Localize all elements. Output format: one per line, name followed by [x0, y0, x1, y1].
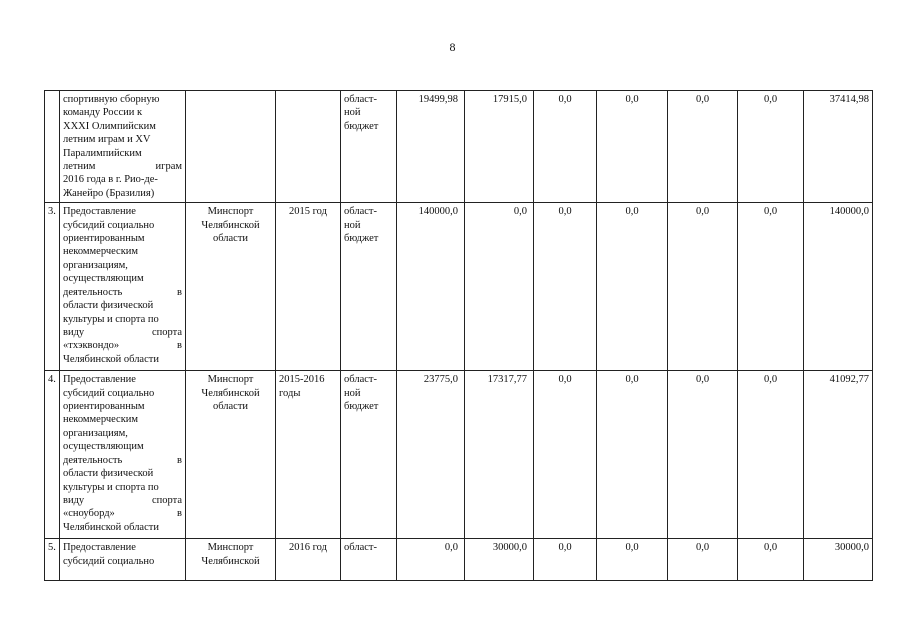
word: виду [63, 326, 85, 338]
activity-name-line: осуществляющим [63, 441, 144, 453]
row-number [45, 91, 60, 203]
row-number: 4. [45, 371, 60, 539]
period [276, 91, 341, 203]
executor [186, 371, 276, 539]
name-line [63, 507, 182, 520]
year-value: 0,0 [738, 371, 804, 539]
funding-source-line: област- [344, 206, 377, 218]
activity-name-line: организациям, [63, 259, 128, 271]
funding-source [341, 539, 397, 581]
activity-name-line: 2016 года в г. Рио-де- [63, 174, 158, 186]
table-row [45, 371, 873, 539]
row-number: 5. [45, 539, 60, 581]
year-value: 0,0 [597, 371, 668, 539]
year-value: 19499,98 [397, 91, 465, 203]
total-value: 30000,0 [804, 539, 873, 581]
year-value: 0,0 [668, 539, 738, 581]
year-value: 0,0 [534, 91, 597, 203]
period [276, 371, 341, 539]
word: летним [63, 161, 96, 173]
total-value: 140000,0 [804, 203, 873, 371]
executor [186, 91, 276, 203]
funding-source-line: област- [344, 94, 377, 105]
funding-source [341, 91, 397, 203]
funding-source-line: ной [344, 219, 361, 231]
activity-name-line: ориентированным [63, 401, 145, 413]
executor-line: Челябинской [201, 555, 260, 567]
activity-name [60, 539, 186, 581]
name-line [63, 339, 182, 352]
word: «тхэквондо» [63, 340, 120, 352]
year-value: 17915,0 [465, 91, 534, 203]
activity-name-line: Челябинской области [63, 521, 159, 533]
period-line: 2015-2016 [279, 374, 325, 386]
name-line [63, 160, 182, 173]
activity-name-line: ориентированным [63, 233, 145, 245]
year-value: 0,0 [738, 91, 804, 203]
activity-name-line: некоммерческим [63, 414, 139, 426]
period [276, 203, 341, 371]
word: играм [155, 161, 182, 173]
table-row [45, 203, 873, 371]
year-value: 0,0 [534, 203, 597, 371]
executor-line: Челябинской [201, 219, 260, 231]
year-value: 0,0 [397, 539, 465, 581]
funding-source [341, 371, 397, 539]
activity-name-line: Предоставление [63, 374, 136, 386]
funding-source [341, 203, 397, 371]
word: в [177, 454, 182, 466]
word: в [177, 340, 182, 352]
name-line [63, 454, 182, 467]
activity-name [60, 203, 186, 371]
funding-source-line: област- [344, 374, 377, 386]
name-line [63, 286, 182, 299]
activity-name-line: спортивную сборную [63, 94, 160, 105]
funding-source-line: бюджет [344, 401, 379, 413]
total-value: 41092,77 [804, 371, 873, 539]
executor-line: Челябинской [201, 387, 260, 399]
word: «сноуборд» [63, 508, 115, 520]
table-row [45, 539, 873, 581]
year-value: 0,0 [597, 203, 668, 371]
word: деятельность [63, 286, 123, 298]
row-number: 3. [45, 203, 60, 371]
period-line: годы [279, 387, 301, 399]
activity-name-line: Челябинской области [63, 353, 159, 365]
executor-line: Минспорт [207, 374, 254, 386]
year-value: 0,0 [668, 91, 738, 203]
year-value: 140000,0 [397, 203, 465, 371]
table-row [45, 91, 873, 203]
activity-name-line: Жанейро (Бразилия) [63, 187, 155, 199]
funding-source-line: ной [344, 387, 361, 399]
year-value: 17317,77 [465, 371, 534, 539]
executor-line: области [212, 233, 249, 245]
funding-source-line: бюджет [344, 120, 379, 132]
activity-name-line: культуры и спорта по [63, 481, 159, 493]
year-value: 0,0 [534, 539, 597, 581]
activity-name-line: осуществляющим [63, 273, 144, 285]
period [276, 539, 341, 581]
activity-name-line: летним играм и XV [63, 134, 151, 146]
activity-name-line: команду России к [63, 107, 143, 119]
year-value: 0,0 [668, 371, 738, 539]
name-line [63, 494, 182, 507]
year-value: 30000,0 [465, 539, 534, 581]
funding-source-line: област- [344, 542, 377, 554]
word: виду [63, 494, 85, 506]
year-value: 0,0 [465, 203, 534, 371]
total-value: 37414,98 [804, 91, 873, 203]
activity-name-line: некоммерческим [63, 246, 139, 258]
activity-name [60, 91, 186, 203]
year-value: 23775,0 [397, 371, 465, 539]
activity-name-line: XXXI Олимпийским [63, 120, 156, 132]
word: спорта [151, 494, 182, 506]
activity-name [60, 371, 186, 539]
year-value: 0,0 [738, 203, 804, 371]
activity-name-line: субсидий социально [63, 555, 155, 567]
executor [186, 539, 276, 581]
funding-source-line: бюджет [344, 233, 379, 245]
budget-table [44, 90, 873, 581]
activity-name-line: организациям, [63, 427, 128, 439]
activity-name-line: субсидий социально [63, 387, 155, 399]
activity-name-line: Предоставление [63, 542, 136, 554]
executor-line: Минспорт [207, 206, 254, 218]
year-value: 0,0 [738, 539, 804, 581]
year-value: 0,0 [534, 371, 597, 539]
executor [186, 203, 276, 371]
period-line: 2015 год [289, 206, 327, 218]
year-value: 0,0 [597, 539, 668, 581]
activity-name-line: культуры и спорта по [63, 313, 159, 325]
executor-line: области [212, 401, 249, 413]
word: в [177, 286, 182, 298]
page-number: 8 [449, 40, 456, 54]
funding-source-line: ной [344, 107, 361, 119]
name-line [63, 326, 182, 339]
activity-name-line: области физической [63, 300, 154, 312]
word: деятельность [63, 454, 123, 466]
activity-name-line: субсидий социально [63, 219, 155, 231]
period-line: 2016 год [289, 542, 327, 554]
executor-line: Минспорт [207, 542, 254, 554]
activity-name-line: Предоставление [63, 206, 136, 218]
activity-name-line: Паралимпийским [63, 147, 142, 159]
year-value: 0,0 [668, 203, 738, 371]
word: спорта [151, 326, 182, 338]
word: в [177, 508, 182, 520]
table-body [45, 91, 873, 581]
year-value: 0,0 [597, 91, 668, 203]
activity-name-line: области физической [63, 468, 154, 480]
